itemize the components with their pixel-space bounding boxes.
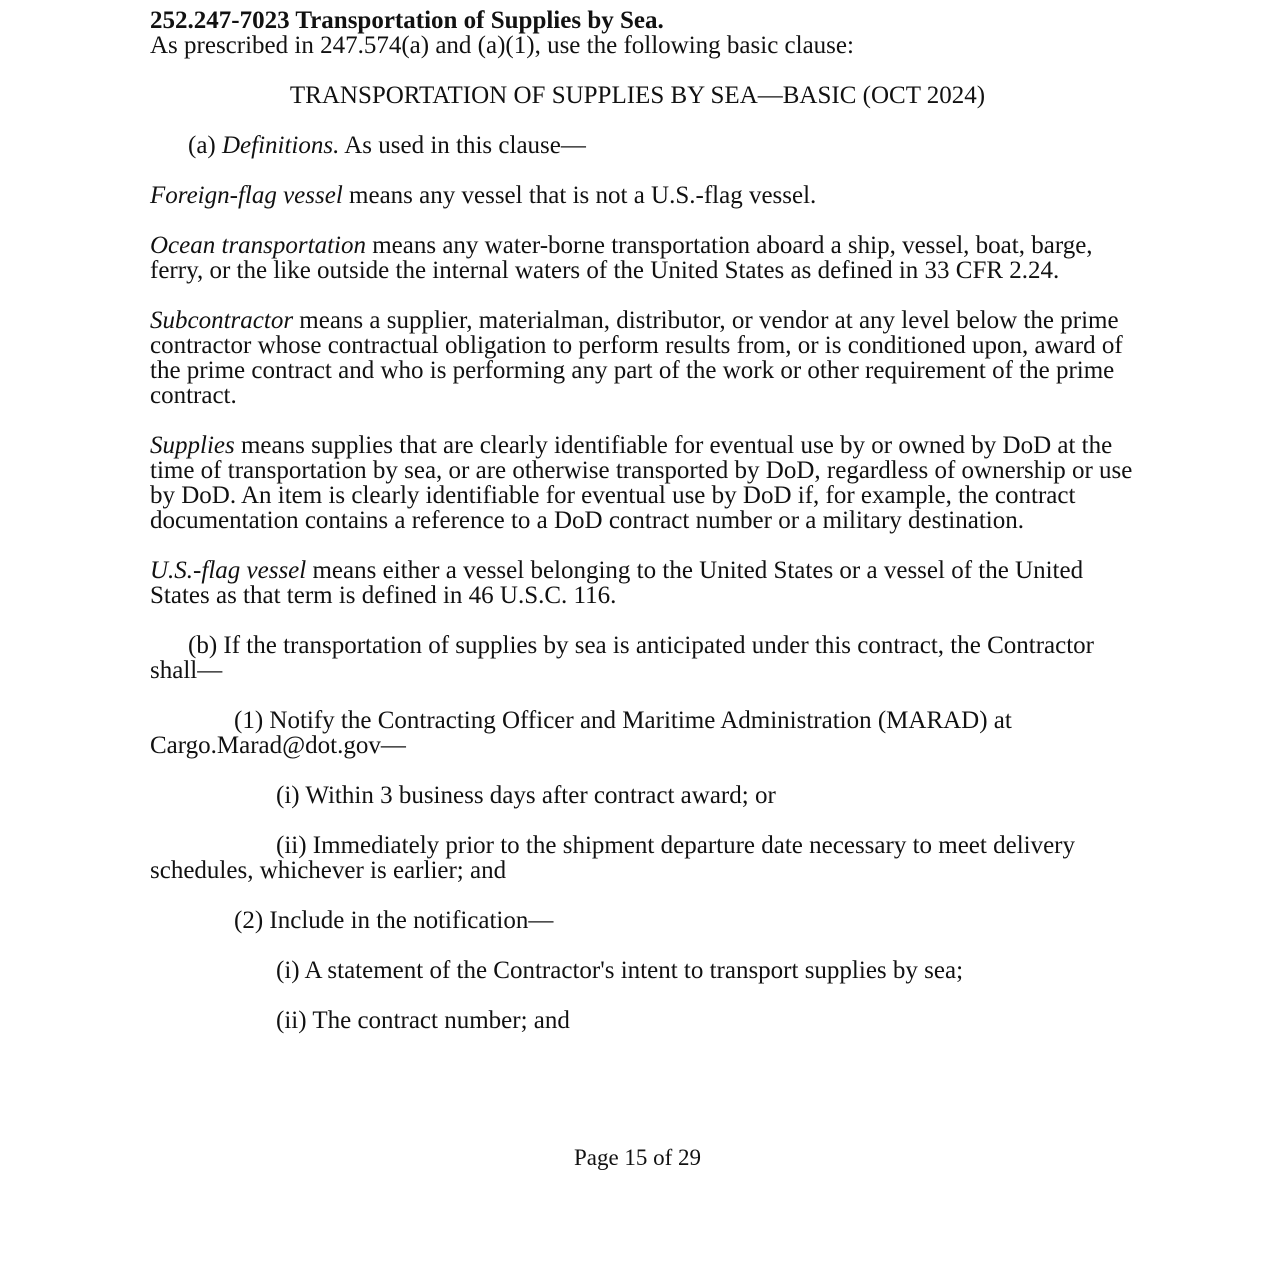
definition-us-flag-vessel bbox=[150, 558, 1135, 608]
definition-foreign-flag-vessel bbox=[150, 183, 1135, 208]
definition-term: U.S.-flag vessel bbox=[150, 557, 307, 584]
paragraph-a bbox=[150, 133, 1135, 158]
definition-text: means either a vessel belonging to the United States or a vessel of the United States as that term is defined in 46 U.S.C. 116. bbox=[150, 557, 1084, 609]
paragraph-b2-ii: (ii) The contract number; and bbox=[276, 1007, 570, 1034]
definition-term: Ocean transportation bbox=[150, 232, 366, 259]
paragraph-b2: (2) Include in the notification— bbox=[234, 907, 554, 934]
paragraph-b1-ii: (ii) Immediately prior to the shipment departure date necessary to meet delivery schedules, whichever is earlier; and bbox=[150, 832, 1076, 884]
paragraph-b2-i: (i) A statement of the Contractor's intent to transport supplies by sea; bbox=[276, 957, 964, 984]
definition-text: means any vessel that is not a U.S.-flag vessel. bbox=[342, 182, 817, 209]
paragraph-a-text: As used in this clause— bbox=[339, 132, 586, 159]
prescription-text: As prescribed in 247.574(a) and (a)(1), use the following basic clause: bbox=[150, 32, 854, 59]
page-number-footer: Page 15 of 29 bbox=[573, 1145, 702, 1170]
definition-term: Supplies bbox=[150, 432, 235, 459]
definition-text: means any water-borne transportation aboard a ship, vessel, boat, barge, ferry, or the like outside the internal waters of the United States as defined in 33 CFR 2.24. bbox=[150, 232, 1093, 284]
paragraph-a-label: (a) bbox=[188, 132, 222, 159]
definition-supplies bbox=[150, 433, 1135, 533]
definition-text: means a supplier, materialman, distributor, or vendor at any level below the prime contractor whose contractual obligation to perform results from, or is conditioned upon, award of the prime contract and who is performing any part of the work or other requirement of the prime contract. bbox=[150, 307, 1123, 409]
definition-ocean-transportation bbox=[150, 233, 1135, 283]
section-heading: 252.247-7023 Transportation of Supplies by Sea. bbox=[150, 7, 664, 34]
definition-term: Foreign-flag vessel bbox=[150, 182, 343, 209]
document-page bbox=[150, 8, 1135, 1033]
definition-subcontractor bbox=[150, 308, 1135, 408]
definition-term: Subcontractor bbox=[150, 307, 294, 334]
clause-title: TRANSPORTATION OF SUPPLIES BY SEA—BASIC (OCT 2024) bbox=[289, 82, 986, 109]
paragraph-b1: (1) Notify the Contracting Officer and Maritime Administration (MARAD) at Cargo.Marad@dot.gov— bbox=[150, 707, 1012, 759]
paragraph-b1-i: (i) Within 3 business days after contract award; or bbox=[276, 782, 776, 809]
definition-text: means supplies that are clearly identifiable for eventual use by or owned by DoD at the time of transportation by sea, or are otherwise transported by DoD, regardless of ownership or use by DoD. An item is clearly identifiable for eventual use by DoD if, for example, the contract documentation contains a reference to a DoD contract number or a military destination. bbox=[150, 432, 1133, 534]
paragraph-a-term: Definitions. bbox=[222, 132, 340, 159]
paragraph-b: (b) If the transportation of supplies by sea is anticipated under this contract, the Contractor shall— bbox=[150, 632, 1094, 684]
